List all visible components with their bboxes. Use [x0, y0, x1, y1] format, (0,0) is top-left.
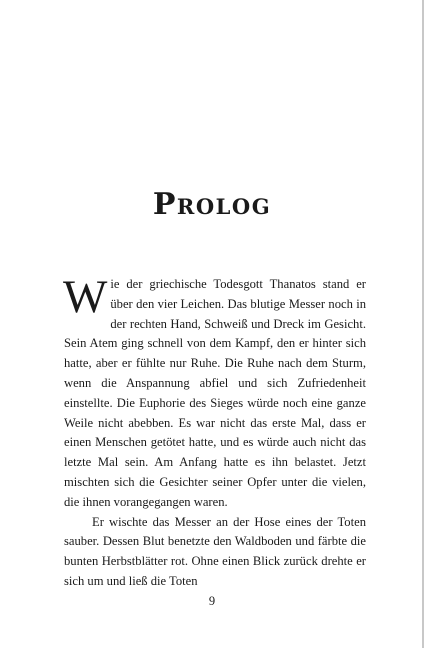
- page-number: 9: [208, 594, 216, 608]
- paragraph-1-text: ie der griechische Todesgott Thanatos stand er über den vier Leichen. Das blutige Messer noch in der rechten Hand, Schweiß und Dreck im Gesicht. Sein Atem ging schnell von dem Kampf, den er hinter sich hatte, aber er fühlte nur Ruhe. Die Ruhe nach dem Sturm, wenn die Anspannung abfiel und sich Zufriedenheit einstellte. Die Euphorie des Sieges würde noch eine ganze Weile nicht abebben. Es war nicht das erste Mal, dass er einen Menschen getötet hatte, und es würde auch nicht das letzte Mal sein. Am Anfang hatte es ihn belastet. Jetzt mischten sich die Gesichter seiner Opfer unter die vielen, die ihnen vorangegangen waren.: [64, 277, 366, 509]
- paragraph-2: Er wischte das Messer an der Hose eines der Toten sauber. Dessen Blut benetzte den Waldboden und färbte die bunten Herbstblätter rot. Ohne einen Blick zurück drehte er sich um und ließ die Toten: [64, 514, 366, 588]
- drop-cap: W: [63, 271, 108, 323]
- body-text: [63, 271, 366, 592]
- paragraph-1: [63, 271, 366, 513]
- chapter-title: Prolog: [152, 187, 272, 223]
